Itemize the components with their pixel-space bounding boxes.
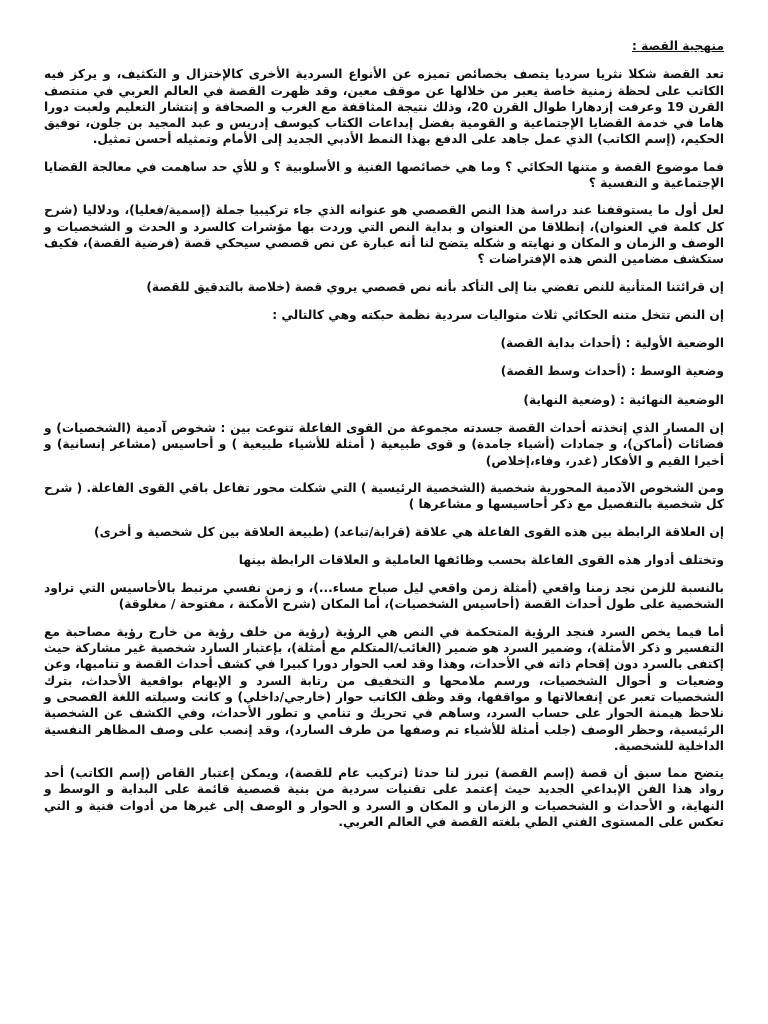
- reading-paragraph: إن قرائتنا المتأنية للنص تفضي بنا إلى التأكد بأنه نص قصصي يروي قصة (خلاصة بالتدقيق للقصة): [146, 279, 724, 294]
- main-character-paragraph: ومن الشخوص الآدمية المحورية شخصية (الشخصية الرئيسية ) التي شكلت محور تفاعل باقي القوى الفاعلة. ( شرح كل شخصية بالتفصيل مع ذكر أحاسيسها و مشاعرها ): [44, 480, 724, 512]
- title-analysis-paragraph: لعل أول ما يستوقفنا عند دراسة هذا النص القصصي هو عنوانه الذي جاء تركيبيا جملة (إسمية/فعليا)، ودلاليا (شرح كل كلمة في العنوان)، إنطلاقا من العنوان و بداية النص التي وردت بها مؤشرات كالسرد و الحدث و الشخصيات و الوصف و الزمان و المكان و نهايته و شكله يتضح لنا أنه عبارة عن نص قصصي سيحكي قصة (فرضية القصة)، فكيف ستكشف مضامين النص هذه الإفتراضات ؟: [44, 203, 724, 267]
- conclusion-paragraph: يتضح مما سبق أن قصة (إسم القصة) تبرز لنا حدثا (تركيب عام للقصة)، ويمكن إعتبار القاص (إسم الكاتب) أحد رواد هذا الفن الإبداعي الجديد حيث إعتمد على تقنيات سردية من بنية قصصية قائمة على البداية و الوسط و النهاية، و الأحداث و الشخصيات و الزمان و المكان و السرد و الحوار و الوصف إلى غيرها من أدوات فنية و التي تعكس على المستوى الفني الطي بلغته القصة في العالم العربي.: [44, 766, 724, 829]
- time-place-paragraph: بالنسبة للزمن نجد زمنا واقعي (أمثلة زمن واقعي ليل صباح مساء...)، و زمن نفسي مرتبط بالأحاسيس التي تراود الشخصية على طول أحداث القصة (أحاسيس الشخصيات)، أما المكان (شرح الأمكنة ، مفتوحة / مغلوقة): [44, 581, 724, 612]
- actants-paragraph: إن المسار الذي إتخذته أحداث القصة جسدته مجموعة من القوى الفاعلة تنوعت بين : شخوص آدمية (الشخصيات) و فضائات (أماكن)، و جمادات (أشياء جامدة) و قوى طبيعية ( أمثلة للأشياء طبيعية ) و أحاسيس (مشاعر إنسانية) و أخيرا القيم و الأفكار (غدر، وفاء،إخلاص): [44, 421, 724, 468]
- intro-paragraph: تعد القصة شكلا نثريا سرديا يتصف بخصائص تميزه عن الأنواع السردية الأخرى كالإختزال و التكثيف، و يركز فيه الكاتب على لحظة زمنية خاصة يعبر من خلالها عن موقف معين، وقد ظهرت القصة في العالم العربي في منتصف القرن 19 وعرفت إزدهارا طوال القرن 20، وذلك نتيجة المثاقفة مع الغرب و الصحافة و إنتشار التعليم ولعبت دورا هاما في خدمة القضايا الإجتماعية و القومية بفضل إبداعات الكتاب كيوسف إدريس و عبد المجيد بن جلون، توفيق الحكيم، (إسم الكاتب) الذي عمل جاهد على الدفع بهذا النمط الأدبي الجديد إلى الأمام وتمثيله أحسن تمثيل.: [44, 67, 724, 147]
- roles-paragraph: وتختلف أدوار هذه القوى الفاعلة بحسب وظائفها العاملية و العلاقات الرابطة بينها: [238, 552, 724, 567]
- final-situation-line: الوضعية النهائية : (وضعية النهاية): [523, 392, 724, 407]
- middle-situation-line: وضعية الوسط : (أحداث وسط القصة): [500, 364, 724, 379]
- initial-situation-line: الوضعية الأولية : (أحداث بداية القصة): [500, 336, 724, 351]
- narration-paragraph: أما فيما يخص السرد فنجد الرؤية المتحكمة في النص هي الرؤية (رؤية من خلف رؤية من خارج رؤية مصاحبة مع التفسير و ذكر الأمثلة)، وضمير السرد هو ضمير (الغائب/المتكلم مع أمثلة)، بإعتبار السارد شخصية غير مشاركة حيث إكتفى بالسرد دون إقحام ذاته في الأحداث، وهذا وقد لعب الحوار دورا كبيرا في كشف أحداث القصة و تناميها، وعن وضعيات و أحوال الشخصيات، ورسم ملامحها و التخفيف من رتابة السرد و الإيهام بواقعية الأحداث، بترك الشخصيات تعبر عن إنفعالاتها و مواقفها، وقد وظف الكاتب حوار (خارجي/داخلي) و كانت وسيلته اللغة الفصحى و نلاحظ هيمنة الحوار على حساب السرد، وساهم في تحريك و تنامي و تطور الأحداث، وفي الكشف عن الشخصية الرئيسية، وحظر الوصف (جلب أمثلة للأشياء تم وصفها من طرف السارد)، وقد إنصب على وصف المظاهر النفسية الداخلية للشخصية.: [44, 624, 724, 753]
- document-page: [44, 38, 724, 841]
- questions-paragraph: فما موضوع القصة و متنها الحكائي ؟ وما هي خصائصها الفنية و الأسلوبية ؟ و للأي حد ساهمت في معالجة القضايا الإجتماعية و النفسية ؟: [44, 159, 724, 191]
- document-title: منهجية القصة :: [631, 39, 724, 53]
- sequences-intro-paragraph: إن النص تتخل متنه الحكائي ثلاث متواليات سردية نظمة حبكته وهي كالتالي :: [272, 307, 724, 322]
- relations-paragraph: إن العلاقة الرابطة بين هذه القوى الفاعلة هي علاقة (قرابة/تباعد) (طبيعة العلاقة بين كل شخصية و أخرى): [94, 524, 724, 539]
